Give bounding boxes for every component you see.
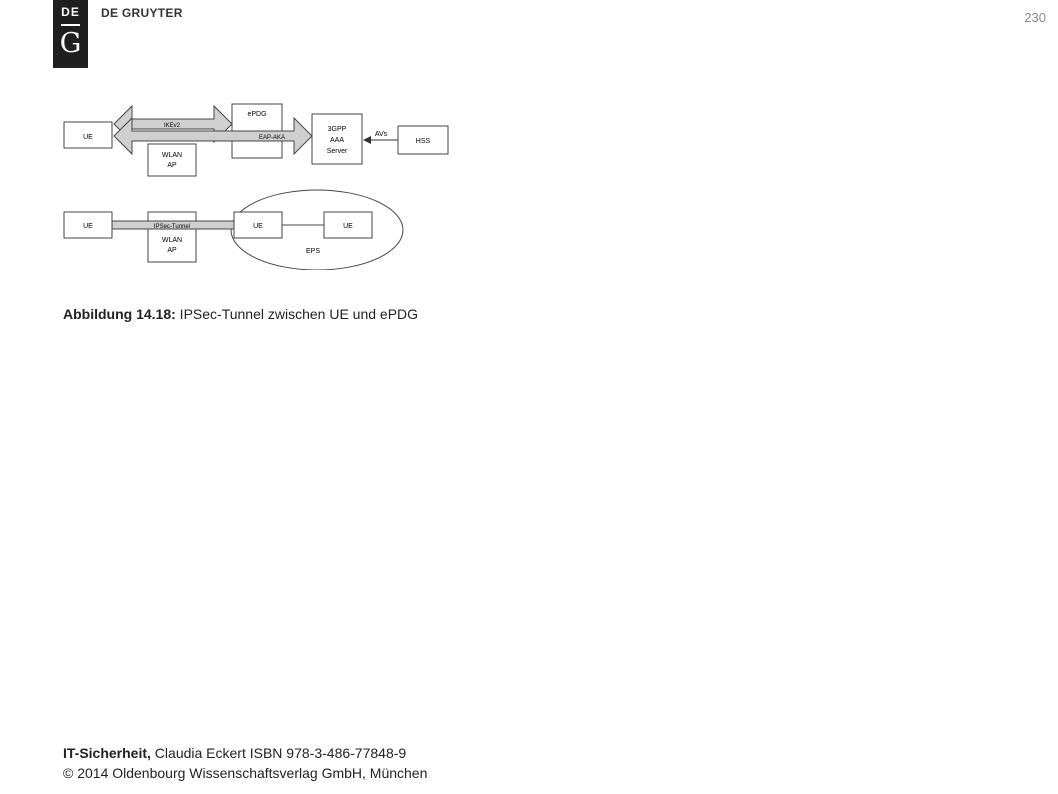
bottom-ue-left-label: UE — [83, 223, 93, 230]
figure-ipsec-tunnel — [62, 100, 472, 275]
footer-line-1 — [63, 743, 427, 763]
epdg-label: ePDG — [247, 111, 267, 118]
logo-divider — [61, 24, 80, 26]
aaa-line1: 3GPP — [327, 126, 347, 133]
top-ap-label: AP — [167, 162, 177, 169]
top-wlan-label: WLAN — [161, 152, 183, 159]
bottom-ap-label: AP — [167, 247, 177, 254]
book-title: IT-Sicherheit, — [63, 745, 151, 761]
caption-text: IPSec-Tunnel zwischen UE und ePDG — [175, 306, 419, 322]
footer-citation — [63, 743, 427, 783]
top-wlan-ap-box — [148, 144, 196, 176]
footer-line-2: © 2014 Oldenbourg Wissenschaftsverlag GmbH, München — [63, 765, 428, 781]
ikev2-label: IKEv2 — [163, 123, 181, 129]
bottom-ue-mid-label: UE — [253, 223, 263, 230]
book-author-isbn: Claudia Eckert ISBN 978-3-486-77848-9 — [150, 745, 407, 761]
ipsec-tunnel-label: IPSec-Tunnel — [153, 224, 191, 230]
publisher-name: DE GRUYTER — [101, 6, 183, 20]
figure-caption — [63, 306, 418, 322]
bottom-wlan-label: WLAN — [161, 237, 183, 244]
caption-label: Abbildung 14.18: — [63, 306, 176, 322]
network-diagram — [62, 100, 472, 270]
logo-g: G — [59, 28, 82, 59]
page-number: 230 — [1024, 10, 1046, 25]
bottom-ue-right-label: UE — [343, 223, 353, 230]
avs-label: AVs — [374, 131, 388, 138]
eps-label: EPS — [305, 248, 321, 255]
eap-aka-label: EAP-AKA — [258, 135, 286, 141]
logo-de: DE — [61, 5, 80, 19]
aaa-line3: Server — [326, 148, 348, 155]
publisher-logo — [53, 0, 88, 68]
hss-label: HSS — [415, 138, 431, 145]
aaa-line2: AAA — [329, 137, 345, 144]
top-ue-label: UE — [83, 134, 93, 141]
